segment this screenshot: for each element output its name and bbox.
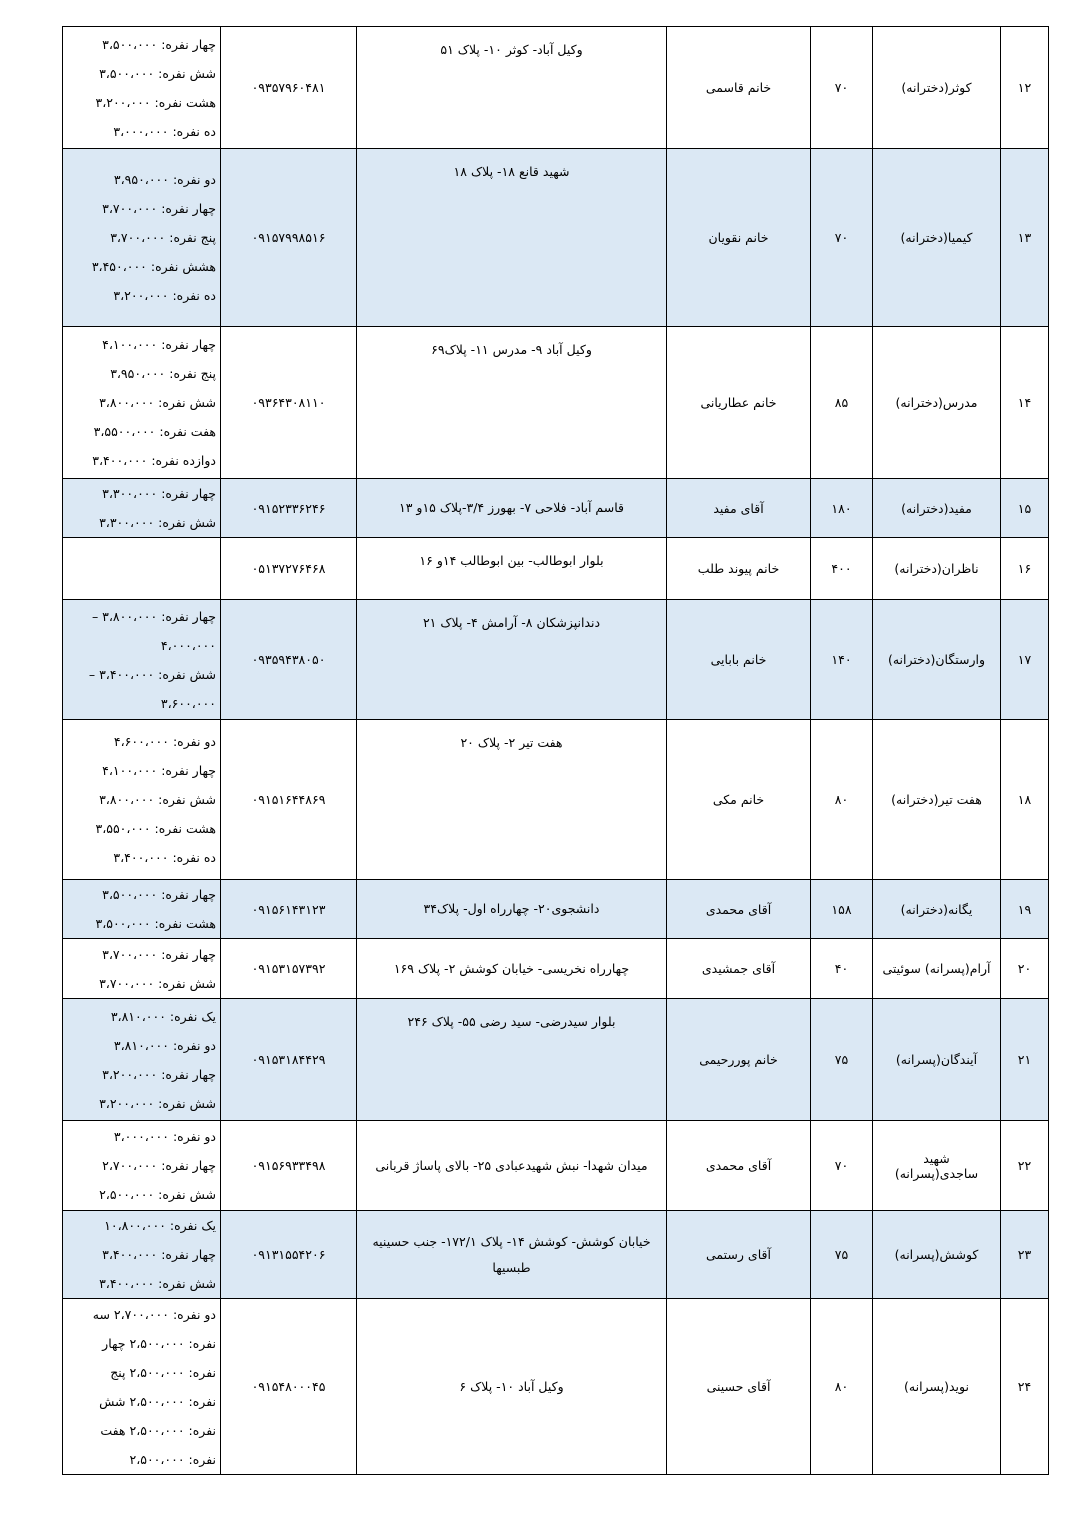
capacity: ۷۰ [811,149,873,327]
room-rates: دو نفره: ۴،۶۰۰،۰۰۰ چهار نفره: ۴،۱۰۰،۰۰۰ شش نفره: ۳،۸۰۰،۰۰۰ هشت نفره: ۳،۵۵۰،۰۰۰ ده نفره: ۳،۴۰۰،۰۰۰ [63,720,221,880]
capacity: ۷۰ [811,27,873,149]
address: میدان شهدا- نبش شهیدعبادی ۲۵- بالای پاساژ قربانی [357,1121,667,1211]
dormitory-name: نوید(پسرانه) [873,1299,1001,1475]
capacity: ۱۴۰ [811,600,873,720]
table-row [63,999,1049,1121]
room-rates: دو نفره: ۲،۷۰۰،۰۰۰ سه نفره: ۲،۵۰۰،۰۰۰ چهار نفره: ۲،۵۰۰،۰۰۰ پنج نفره: ۲،۵۰۰،۰۰۰ شش نفره: ۲،۵۰۰،۰۰۰ هفت نفره: ۲،۵۰۰،۰۰۰ [63,1299,221,1475]
address: هفت تیر ۲- پلاک ۲۰ [357,720,667,880]
capacity: ۸۰ [811,1299,873,1475]
room-rates: چهار نفره: ۳،۵۰۰،۰۰۰ هشت نفره: ۳،۵۰۰،۰۰۰ [63,880,221,939]
phone-number: ۰۹۳۵۹۴۳۸۰۵۰ [221,600,357,720]
room-rates: یک نفره: ۱۰،۸۰۰،۰۰۰ چهار نفره: ۳،۴۰۰،۰۰۰ شش نفره: ۳،۴۰۰،۰۰۰ [63,1211,221,1299]
manager-name: آقای محمدی [667,880,811,939]
dormitory-name: آرام(پسرانه) سوئیتی [873,939,1001,999]
row-number: ۱۸ [1001,720,1049,880]
manager-name: آقای مفید [667,479,811,538]
dormitory-name: کوشش(پسرانه) [873,1211,1001,1299]
manager-name: خانم پوررحیمی [667,999,811,1121]
address: چهارراه نخریسی- خیابان کوشش ۲- پلاک ۱۶۹ [357,939,667,999]
phone-number: ۰۹۱۵۳۱۸۴۴۲۹ [221,999,357,1121]
phone-number: ۰۹۱۳۱۵۵۴۲۰۶ [221,1211,357,1299]
address: وکیل آباد ۱۰- پلاک ۶ [357,1299,667,1475]
table-row [63,939,1049,999]
phone-number: ۰۵۱۳۷۲۷۶۴۶۸ [221,538,357,600]
phone-number: ۰۹۳۶۴۳۰۸۱۱۰ [221,327,357,479]
address: خیابان کوشش- کوشش ۱۴- پلاک ۱۷۲/۱- جنب حسینیه طبسیها [357,1211,667,1299]
table-row [63,600,1049,720]
manager-name: خانم نقویان [667,149,811,327]
address: وکیل آباد ۹- مدرس ۱۱- پلاک۶۹ [357,327,667,479]
capacity: ۷۰ [811,1121,873,1211]
address: دندانپزشکان ۸- آرامش ۴- پلاک ۲۱ [357,600,667,720]
table-row [63,1121,1049,1211]
phone-number: ۰۹۳۵۷۹۶۰۴۸۱ [221,27,357,149]
room-rates: دو نفره: ۳،۹۵۰،۰۰۰ چهار نفره: ۳،۷۰۰،۰۰۰ پنج نفره: ۳،۷۰۰،۰۰۰ هشش نفره: ۳،۴۵۰،۰۰۰ ده نفره: ۳،۲۰۰،۰۰۰ [63,149,221,327]
room-rates: چهار نفره: ۳،۵۰۰،۰۰۰ شش نفره: ۳،۵۰۰،۰۰۰ هشت نفره: ۳،۲۰۰،۰۰۰ ده نفره: ۳،۰۰۰،۰۰۰ [63,27,221,149]
dormitory-name: کیمیا(دخترانه) [873,149,1001,327]
manager-name: خانم پیوند طلب [667,538,811,600]
room-rates: دو نفره: ۳،۰۰۰،۰۰۰ چهار نفره: ۲،۷۰۰،۰۰۰ شش نفره: ۲،۵۰۰،۰۰۰ [63,1121,221,1211]
dormitory-name: یگانه(دخترانه) [873,880,1001,939]
dormitory-name: آیندگان(پسرانه) [873,999,1001,1121]
table-row [63,1211,1049,1299]
row-number: ۱۷ [1001,600,1049,720]
table-row [63,27,1049,149]
row-number: ۲۴ [1001,1299,1049,1475]
capacity: ۴۰۰ [811,538,873,600]
phone-number: ۰۹۱۵۱۶۴۴۸۶۹ [221,720,357,880]
table-row [63,327,1049,479]
dormitory-name: کوثر(دخترانه) [873,27,1001,149]
row-number: ۲۳ [1001,1211,1049,1299]
address: بلوار سیدرضی- سید رضی ۵۵- پلاک ۲۴۶ [357,999,667,1121]
room-rates: چهار نفره: ۳،۷۰۰،۰۰۰ شش نفره: ۳،۷۰۰،۰۰۰ [63,939,221,999]
room-rates: یک نفره: ۳،۸۱۰،۰۰۰ دو نفره: ۳،۸۱۰،۰۰۰ چهار نفره: ۳،۲۰۰،۰۰۰ شش نفره: ۳،۲۰۰،۰۰۰ [63,999,221,1121]
capacity: ۱۵۸ [811,880,873,939]
phone-number: ۰۹۱۵۴۸۰۰۰۴۵ [221,1299,357,1475]
row-number: ۱۳ [1001,149,1049,327]
table-row [63,538,1049,600]
capacity: ۱۸۰ [811,479,873,538]
manager-name: آقای رستمی [667,1211,811,1299]
address: دانشجوی۲۰- چهارراه اول- پلاک۳۴ [357,880,667,939]
table-row [63,1299,1049,1475]
capacity: ۷۵ [811,999,873,1121]
row-number: ۱۹ [1001,880,1049,939]
dormitory-name: شهید ساجدی(پسرانه) [873,1121,1001,1211]
table-row [63,479,1049,538]
dormitory-name: هفت تیر(دخترانه) [873,720,1001,880]
room-rates: چهار نفره: ۳،۸۰۰،۰۰۰ – ۴،۰۰۰،۰۰۰ شش نفره: ۳،۴۰۰،۰۰۰ – ۳،۶۰۰،۰۰۰ [63,600,221,720]
address: وکیل آباد- کوثر ۱۰- پلاک ۵۱ [357,27,667,149]
row-number: ۲۰ [1001,939,1049,999]
dormitory-name: مدرس(دخترانه) [873,327,1001,479]
dormitory-name: مفید(دخترانه) [873,479,1001,538]
capacity: ۸۵ [811,327,873,479]
row-number: ۲۱ [1001,999,1049,1121]
row-number: ۱۶ [1001,538,1049,600]
capacity: ۸۰ [811,720,873,880]
table-row [63,149,1049,327]
capacity: ۷۵ [811,1211,873,1299]
dormitory-name: ناظران(دخترانه) [873,538,1001,600]
room-rates: چهار نفره: ۴،۱۰۰،۰۰۰ پنج نفره: ۳،۹۵۰،۰۰۰ شش نفره: ۳،۸۰۰،۰۰۰ هفت نفره: ۳،۵۵۰۰،۰۰۰ دوازده نفره: ۳،۴۰۰،۰۰۰ [63,327,221,479]
address: بلوار ابوطالب- بین ابوطالب ۱۴و ۱۶ [357,538,667,600]
phone-number: ۰۹۱۵۷۹۹۸۵۱۶ [221,149,357,327]
row-number: ۲۲ [1001,1121,1049,1211]
manager-name: خانم قاسمی [667,27,811,149]
table-row [63,720,1049,880]
room-rates: چهار نفره: ۳،۳۰۰،۰۰۰ شش نفره: ۳،۳۰۰،۰۰۰ [63,479,221,538]
row-number: ۱۴ [1001,327,1049,479]
manager-name: خانم بابایی [667,600,811,720]
manager-name: خانم مکی [667,720,811,880]
dormitory-table [62,26,1049,1475]
phone-number: ۰۹۱۵۳۱۵۷۳۹۲ [221,939,357,999]
phone-number: ۰۹۱۵۲۳۳۶۲۴۶ [221,479,357,538]
address: قاسم آباد- فلاحی ۷- بهورز ۳/۴-پلاک ۱۵و ۱۳ [357,479,667,538]
phone-number: ۰۹۱۵۶۱۴۳۱۲۳ [221,880,357,939]
manager-name: آقای محمدی [667,1121,811,1211]
table-row [63,880,1049,939]
manager-name: آقای جمشیدی [667,939,811,999]
row-number: ۱۲ [1001,27,1049,149]
manager-name: آقای حسینی [667,1299,811,1475]
row-number: ۱۵ [1001,479,1049,538]
dormitory-name: وارستگان(دخترانه) [873,600,1001,720]
address: شهید قانع ۱۸- پلاک ۱۸ [357,149,667,327]
capacity: ۴۰ [811,939,873,999]
phone-number: ۰۹۱۵۶۹۳۳۴۹۸ [221,1121,357,1211]
room-rates [63,538,221,600]
manager-name: خانم عطاریانی [667,327,811,479]
